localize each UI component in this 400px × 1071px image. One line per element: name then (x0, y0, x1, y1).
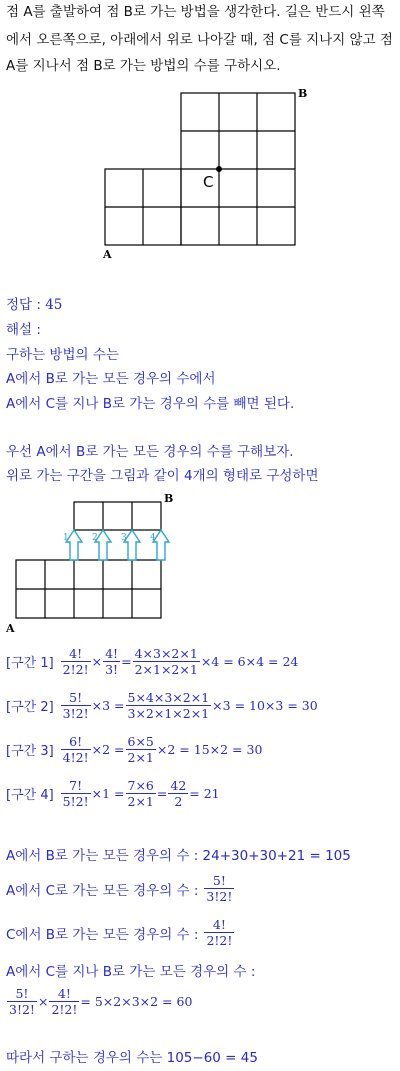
s1-eq: = (121, 654, 132, 669)
section-4-label: [구간 4] (6, 788, 54, 803)
section-1-label: [구간 1] (6, 656, 54, 671)
point-c-dot (216, 166, 222, 172)
solution-line-4: 우선 A에서 B로 가는 모든 경우의 수를 구해보자. (6, 444, 294, 460)
arrow-label-3: 3 (121, 533, 127, 543)
summary-l5-frac1-num: 5! (7, 986, 37, 1002)
summary-l2-den: 3!2! (206, 889, 233, 904)
s4-frac1-den: 5!2! (62, 794, 89, 809)
label-b: B (298, 87, 308, 100)
section-2-label: [구간 2] (6, 700, 54, 715)
s3-mid: ×2 = (91, 742, 125, 757)
s4-frac2-den: 2×1 (127, 794, 154, 809)
solution-label: 해설 : (6, 322, 41, 338)
s3-frac1-den: 4!2! (62, 750, 89, 765)
s4-mid: ×1 = (91, 786, 125, 801)
grid-figure-1 (95, 85, 315, 265)
s2-frac2-den: 3×2×1×2×1 (127, 706, 210, 721)
s2-mid: ×3 = (91, 698, 125, 713)
solution-line-2: A에서 B로 가는 모든 경우의 수에서 (6, 371, 216, 387)
grid-figure-2 (4, 490, 194, 638)
arrow-label-1: 1 (63, 533, 69, 543)
s4-tail: = 21 (189, 786, 220, 801)
answer-line (6, 295, 62, 315)
s3-tail: ×2 = 15×2 = 30 (156, 742, 263, 757)
arrow-label-4: 4 (150, 533, 156, 543)
summary-l3-den: 2!2! (206, 933, 233, 948)
problem-line-3: A를 지나서 점 B로 가는 방법의 수를 구하시오. (6, 58, 281, 74)
s4-frac3-den: 2 (174, 794, 183, 809)
summary-line-3 (6, 917, 235, 948)
solution-line-3: A에서 C를 지나 B로 가는 경우의 수를 빼면 된다. (6, 396, 295, 412)
s1-tail: ×4 = 6×4 = 24 (200, 654, 299, 669)
summary-l5-tail: = 5×2×3×2 = 60 (80, 994, 193, 1009)
solution-line-5: 위로 가는 구간을 그림과 같이 4개의 형태로 구성하면 (6, 468, 319, 484)
answer-label: 정답 : (6, 297, 41, 313)
s2-tail: ×3 = 10×3 = 30 (212, 698, 318, 713)
problem-line-1: 점 A를 출발하여 점 B로 가는 방법을 생각한다. 길은 반드시 왼쪽 (6, 4, 385, 20)
s1-frac3-num: 4×3×2×1 (134, 646, 198, 661)
s3-frac2-den: 2×1 (127, 750, 154, 765)
section-2-row (6, 690, 318, 721)
s1-frac3-den: 2×1×2×1 (134, 662, 198, 677)
summary-l3-num: 4! (204, 917, 234, 933)
final-answer-line: 따라서 구하는 경우의 수는 105−60 = 45 (6, 1050, 258, 1066)
label-c: C (203, 173, 214, 191)
problem-line-2: 에서 오른쪽으로, 아래에서 위로 나아갈 때, 점 C를 지나지 않고 점 (6, 32, 393, 48)
s4-frac2-num: 7×6 (127, 778, 154, 793)
label-a: A (103, 248, 112, 261)
summary-l5-frac2-den: 2!2! (51, 1002, 78, 1017)
summary-line-1: A에서 B로 가는 모든 경우의 수 : 24+30+30+21 = 105 (6, 848, 351, 864)
arrow-label-2: 2 (92, 533, 98, 543)
answer-value: 45 (45, 297, 63, 313)
s2-frac1-num: 5! (61, 690, 91, 706)
summary-l2-text: A에서 C로 가는 모든 경우의 수 : (6, 882, 199, 899)
section-3-label: [구간 3] (6, 744, 54, 759)
summary-line-5 (6, 986, 192, 1017)
summary-l5-frac1-den: 3!2! (9, 1002, 35, 1017)
s3-frac2-num: 6×5 (127, 734, 154, 749)
section-3-row (6, 734, 262, 765)
summary-l2-num: 5! (204, 873, 234, 889)
summary-l5-frac2-num: 4! (49, 986, 79, 1002)
s1-times: × (91, 654, 103, 669)
s2-frac2-num: 5×4×3×2×1 (127, 690, 210, 705)
summary-l3-text: C에서 B로 가는 모든 경우의 수 : (6, 926, 199, 943)
s3-frac1-num: 6! (61, 734, 91, 750)
s4-eq: = (156, 786, 168, 801)
solution-line-1: 구하는 방법의 수는 (6, 347, 119, 363)
s1-frac2-den: 3! (105, 662, 119, 677)
s2-frac1-den: 3!2! (62, 706, 89, 721)
fig2-label-b: B (164, 492, 174, 505)
s4-frac3-num: 42 (170, 778, 187, 793)
s1-frac1-num: 4! (61, 646, 91, 662)
s1-frac2-num: 4! (105, 646, 119, 661)
fig2-label-a: A (6, 622, 15, 635)
summary-line-2 (6, 873, 235, 904)
s4-frac1-num: 7! (61, 778, 91, 794)
section-4-row (6, 778, 220, 809)
summary-line-4: A에서 C를 지나 B로 가는 모든 경우의 수 : (6, 964, 256, 980)
s1-frac1-den: 2!2! (62, 662, 89, 677)
summary-l5-times: × (37, 994, 49, 1009)
section-1-row (6, 646, 298, 677)
